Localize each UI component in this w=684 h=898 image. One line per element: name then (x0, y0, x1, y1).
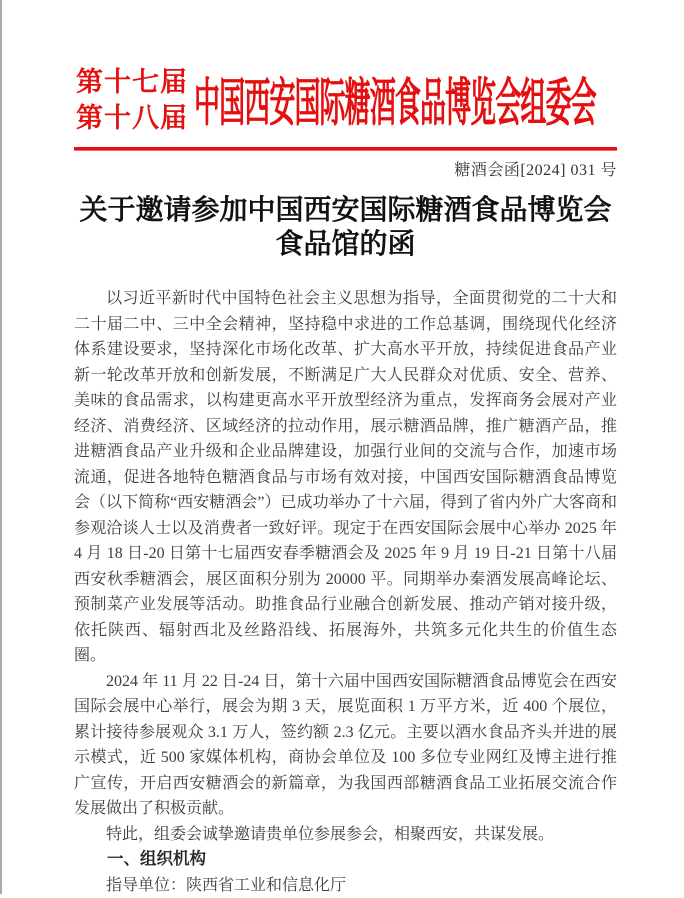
letterhead-divider-rule (74, 147, 617, 151)
document-title-line1: 关于邀请参加中国西安国际糖酒食品博览会 (74, 194, 617, 228)
guidance-unit-line: 指导单位：陕西省工业和信息化厅 (74, 873, 617, 898)
organizer-title-wrap (188, 56, 626, 144)
letterhead (74, 56, 617, 144)
body-paragraph-1: 以习近平新时代中国特色社会主义思想为指导，全面贯彻党的二十大和二十届二中、三中全会精神，坚持稳中求进的工作总基调，围绕现代化经济体系建设要求，坚持深化市场化改革、扩大高水平开放，持续促进食品产业新一轮改革开放和创新发展，不断满足广大人民群众对优质、安全、营养、美味的食品需求，以构建更高水平开放型经济为重点，发挥商务会展对产业经济、消费经济、区域经济的拉动作用，展示糖酒品牌，推广糖酒产品，推进糖酒食品产业升级和企业品牌建设，加强行业间的交流与合作，加速市场流通，促进各地特色糖酒食品与市场有效对接，中国西安国际糖酒食品博览会（以下简称“西安糖酒会”）已成功举办了十六届，得到了省内外广大客商和参观洽谈人士以及消费者一致好评。现定于在西安国际会展中心举办 2025 年 4 月 18 日-20 日第十七届西安春季糖酒会及 2025 年 9 月 19 日-21 日第十八届西安秋季糖酒会，展区面积分别为 20000 平。同期举办秦酒发展高峰论坛、预制菜产业发展等活动。助推食品行业融合创新发展、推动产销对接升级，依托陕西、辐射西北及丝路沿线、拓展海外，共筑多元化共生的价值生态圈。 (74, 286, 617, 669)
section-heading-organization: 一、组织机构 (74, 847, 617, 873)
edition-block (74, 64, 188, 136)
document-title (74, 194, 617, 262)
organizer-title: 中国西安国际糖酒食品博览会组委会 (194, 63, 596, 137)
document-number: 糖酒会函[2024] 031 号 (74, 160, 617, 182)
document-title-line2: 食品馆的函 (74, 228, 617, 262)
body-paragraph-2: 2024 年 11 月 22 日-24 日，第十六届中国西安国际糖酒食品博览会在西安国际会展中心举行，展会为期 3 天，展览面积 1 万平方米，近 400 个展位，累计接待参展观众 3.1 万人，签约额 2.3 亿元。主要以酒水食品齐头并进的展示模式，近 500 家媒体机构，商协会单位及 100 多位专业网红及博主进行推广宣传，开启西安糖酒会的新篇章，为我国西部糖酒食品工业拓展交流合作发展做出了积极贡献。 (74, 669, 617, 822)
body-paragraph-3: 特此，组委会诚挚邀请贵单位参展参会，相聚西安，共谋发展。 (74, 822, 617, 848)
document-body (74, 286, 617, 898)
edition-line-18: 第十八届 (76, 100, 188, 136)
edition-line-17: 第十七届 (76, 64, 188, 100)
